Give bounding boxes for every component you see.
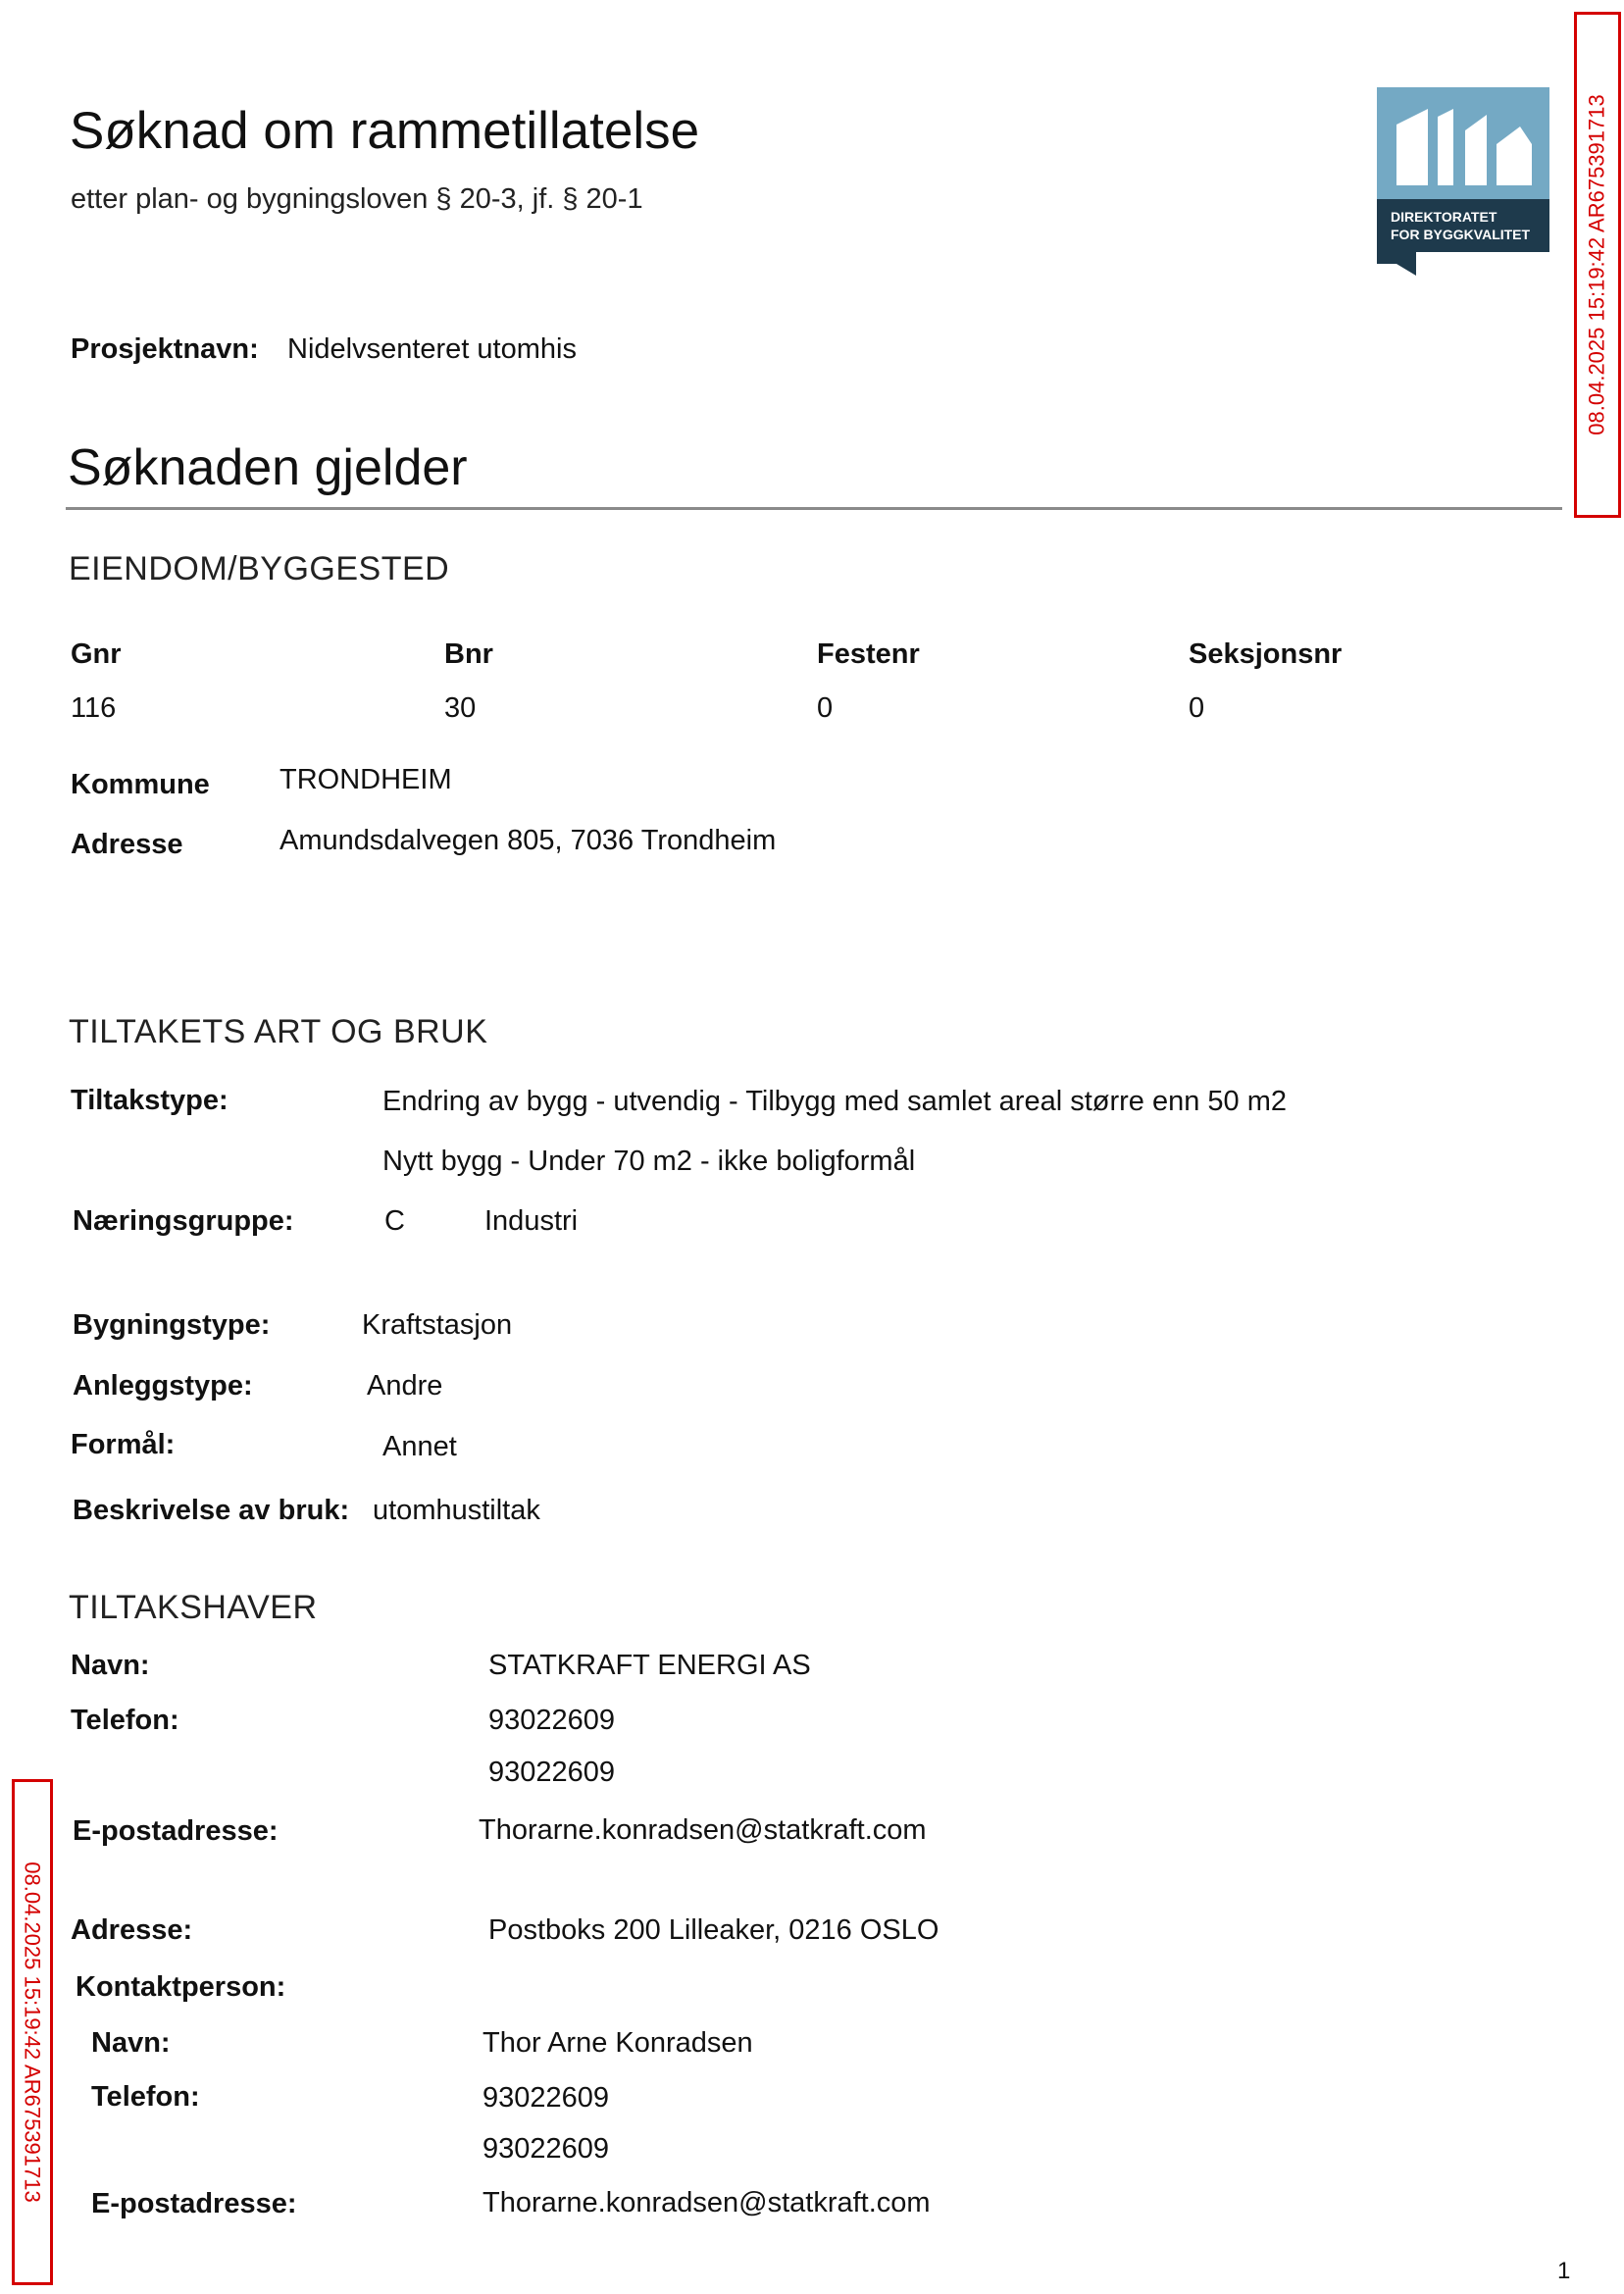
- project-name-value: Nidelvsenteret utomhis: [287, 333, 577, 365]
- anleggstype-value: Andre: [367, 1370, 443, 1402]
- dibk-logo-graphic: [1377, 87, 1549, 276]
- tiltakstype-value-2: Nytt bygg - Under 70 m2 - ikke boligformål: [382, 1146, 916, 1177]
- tiltakstype-label: Tiltakstype:: [71, 1085, 228, 1116]
- kontakt-epost-value: Thorarne.konradsen@statkraft.com: [482, 2187, 931, 2218]
- page-number: 1: [1557, 2258, 1571, 2284]
- kontakt-telefon-value-2: 93022609: [482, 2133, 610, 2165]
- kontakt-telefon-label: Telefon:: [91, 2081, 200, 2113]
- seksjonsnr-value: 0: [1189, 692, 1205, 724]
- tiltakshaver-telefon-label: Telefon:: [71, 1705, 179, 1736]
- festenr-value: 0: [817, 692, 834, 724]
- tiltakshaver-epost-value: Thorarne.konradsen@statkraft.com: [479, 1814, 927, 1846]
- beskrivelse-value: utomhustiltak: [373, 1495, 540, 1526]
- formal-label: Formål:: [71, 1429, 176, 1460]
- kontaktperson-label: Kontaktperson:: [76, 1971, 286, 2003]
- tiltakshaver-adresse-value: Postboks 200 Lilleaker, 0216 OSLO: [488, 1914, 939, 1946]
- kontakt-telefon-value-1: 93022609: [482, 2082, 610, 2114]
- timestamp-stamp-side: 08.04.2025 15:19:42 AR675391713: [12, 1779, 53, 2285]
- kommune-label: Kommune: [71, 769, 210, 800]
- tiltakshaver-navn-label: Navn:: [71, 1650, 150, 1681]
- naeringsgruppe-code: C: [384, 1205, 405, 1237]
- adresse-label: Adresse: [71, 829, 183, 860]
- naeringsgruppe-label: Næringsgruppe:: [73, 1205, 294, 1237]
- section-property: EIENDOM/BYGGESTED: [69, 550, 450, 587]
- seksjonsnr-label: Seksjonsnr: [1189, 638, 1343, 670]
- section-tiltakshaver: TILTAKSHAVER: [69, 1589, 318, 1626]
- formal-value: Annet: [382, 1431, 457, 1462]
- bnr-label: Bnr: [444, 638, 493, 670]
- kommune-value: TRONDHEIM: [279, 764, 452, 795]
- document-subtitle: etter plan- og bygningsloven § 20-3, jf. § 20-1: [71, 183, 643, 215]
- anleggstype-label: Anleggstype:: [73, 1370, 253, 1402]
- tiltakshaver-epost-label: E-postadresse:: [73, 1815, 279, 1847]
- tiltakshaver-adresse-label: Adresse:: [71, 1914, 193, 1946]
- bygningstype-value: Kraftstasjon: [362, 1309, 513, 1341]
- tiltakshaver-telefon-value-2: 93022609: [488, 1757, 616, 1788]
- project-name-label: Prosjektnavn:: [71, 333, 259, 365]
- kontakt-epost-label: E-postadresse:: [91, 2188, 297, 2219]
- tiltakstype-value-1: Endring av bygg - utvendig - Tilbygg med samlet areal større enn 50 m2: [382, 1086, 1288, 1117]
- bnr-value: 30: [444, 692, 477, 724]
- tiltakshaver-navn-value: STATKRAFT ENERGI AS: [488, 1650, 811, 1681]
- svg-text:DIREKTORATET: DIREKTORATET: [1391, 209, 1497, 225]
- gnr-label: Gnr: [71, 638, 122, 670]
- dibk-logo: [1377, 87, 1549, 276]
- tiltakshaver-telefon-value-1: 93022609: [488, 1705, 616, 1736]
- kontakt-navn-label: Navn:: [91, 2027, 171, 2059]
- naeringsgruppe-value: Industri: [484, 1205, 579, 1237]
- beskrivelse-label: Beskrivelse av bruk:: [73, 1495, 350, 1526]
- document-title: Søknad om rammetillatelse: [70, 102, 700, 160]
- adresse-value: Amundsdalvegen 805, 7036 Trondheim: [279, 825, 777, 856]
- heading-divider: [66, 507, 1562, 510]
- festenr-label: Festenr: [817, 638, 920, 670]
- bygningstype-label: Bygningstype:: [73, 1309, 271, 1341]
- gnr-value: 116: [71, 692, 117, 724]
- section-heading-applies: Søknaden gjelder: [68, 439, 468, 496]
- kontakt-navn-value: Thor Arne Konradsen: [482, 2027, 753, 2059]
- section-tiltak: TILTAKETS ART OG BRUK: [69, 1013, 488, 1050]
- timestamp-stamp-top: 08.04.2025 15:19:42 AR675391713: [1574, 12, 1621, 518]
- svg-text:FOR BYGGKVALITET: FOR BYGGKVALITET: [1391, 227, 1531, 242]
